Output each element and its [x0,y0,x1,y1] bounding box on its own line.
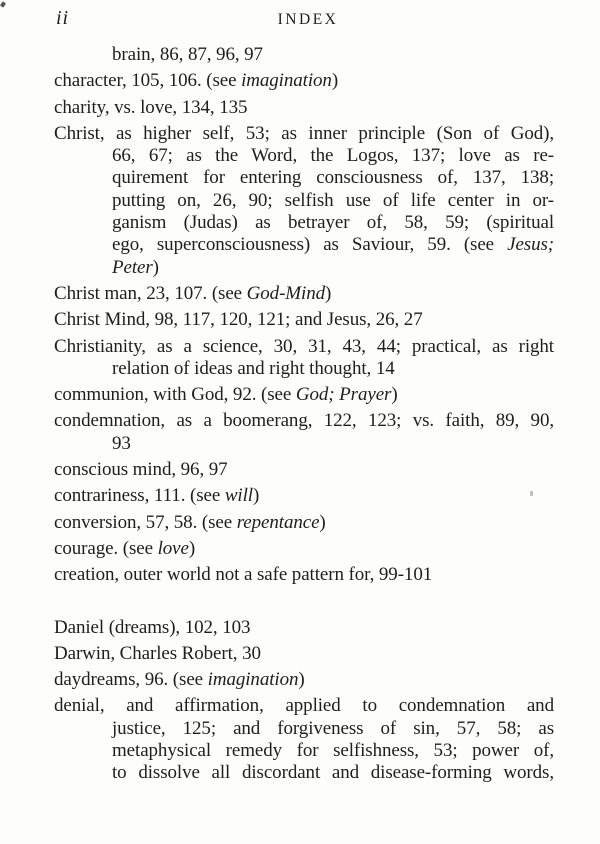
entry-line: Christ Mind, 98, 117, 120, 121; and Jesus, 26, 27 [54,309,423,331]
entry-line: putting on, 26, 90; selfish use of life center in or- [112,189,554,211]
entry-line: brain, 86, 87, 96, 97 [112,44,263,65]
scan-artifact [0,1,6,7]
entry-line: ganism (Judas) as betrayer of, 58, 59; (spiritual [112,212,554,234]
index-entry [54,459,554,481]
index-section [54,617,554,785]
entry-line: quirement for entering consciousness of, 137, 138; [112,167,554,189]
index-entries [54,44,554,789]
entry-line: Peter) [112,256,159,278]
entry-line: relation of ideas and right thought, 14 [112,357,395,379]
index-entry [54,512,554,534]
page-title: INDEX [277,11,339,28]
index-entry [54,410,554,455]
index-entry [54,44,554,66]
entry-line: metaphysical remedy for selfishness, 53; power of, [112,740,554,762]
entry-line: Darwin, Charles Robert, 30 [54,642,261,664]
index-entry [54,97,554,119]
index-entry [54,485,554,507]
entry-line: Daniel (dreams), 102, 103 [54,616,251,638]
entry-line: courage. (see love) [54,537,196,559]
entry-line: conscious mind, 96, 97 [54,459,228,481]
entry-line: contrariness, 111. (see will) [54,485,260,507]
entry-line: Christ, as higher self, 53; as inner principle (Son of God), [54,122,554,144]
entry-line: communion, with God, 92. (see God; Prayer) [54,384,398,406]
page-number: ii [56,7,70,29]
entry-line: Christ man, 23, 107. (see God-Mind) [54,282,332,304]
index-entry [54,617,554,639]
index-entry [54,695,554,784]
entry-line: Christianity, as a science, 30, 31, 43, 44; practical, as right [54,335,554,357]
index-entry [54,643,554,665]
entry-line: to dissolve all discordant and disease-forming words, [112,762,554,784]
index-section [54,44,554,587]
index-entry [54,70,554,92]
index-entry [54,384,554,406]
entry-line: character, 105, 106. (see imagination) [54,70,339,92]
index-entry [54,123,554,279]
entry-line: 93 [112,432,131,454]
entry-line: condemnation, as a boomerang, 122, 123; vs. faith, 89, 90, [54,410,554,432]
entry-line: conversion, 57, 58. (see repentance) [54,511,326,533]
entry-line: justice, 125; and forgiveness of sin, 57, 58; as [112,717,554,739]
entry-line: creation, outer world not a safe pattern for, 99-101 [54,564,433,586]
entry-line: 66, 67; as the Word, the Logos, 137; love as re- [112,145,554,167]
index-entry [54,564,554,586]
index-entry [54,309,554,331]
entry-line: charity, vs. love, 134, 135 [54,96,248,118]
index-entry [54,336,554,381]
index-entry [54,283,554,305]
entry-line: denial, and affirmation, applied to condemnation and [54,695,554,717]
index-entry [54,669,554,691]
entry-line: ego, superconsciousness) as Saviour, 59. (see Jesus; [112,234,554,256]
entry-line: daydreams, 96. (see imagination) [54,669,305,691]
index-entry [54,538,554,560]
